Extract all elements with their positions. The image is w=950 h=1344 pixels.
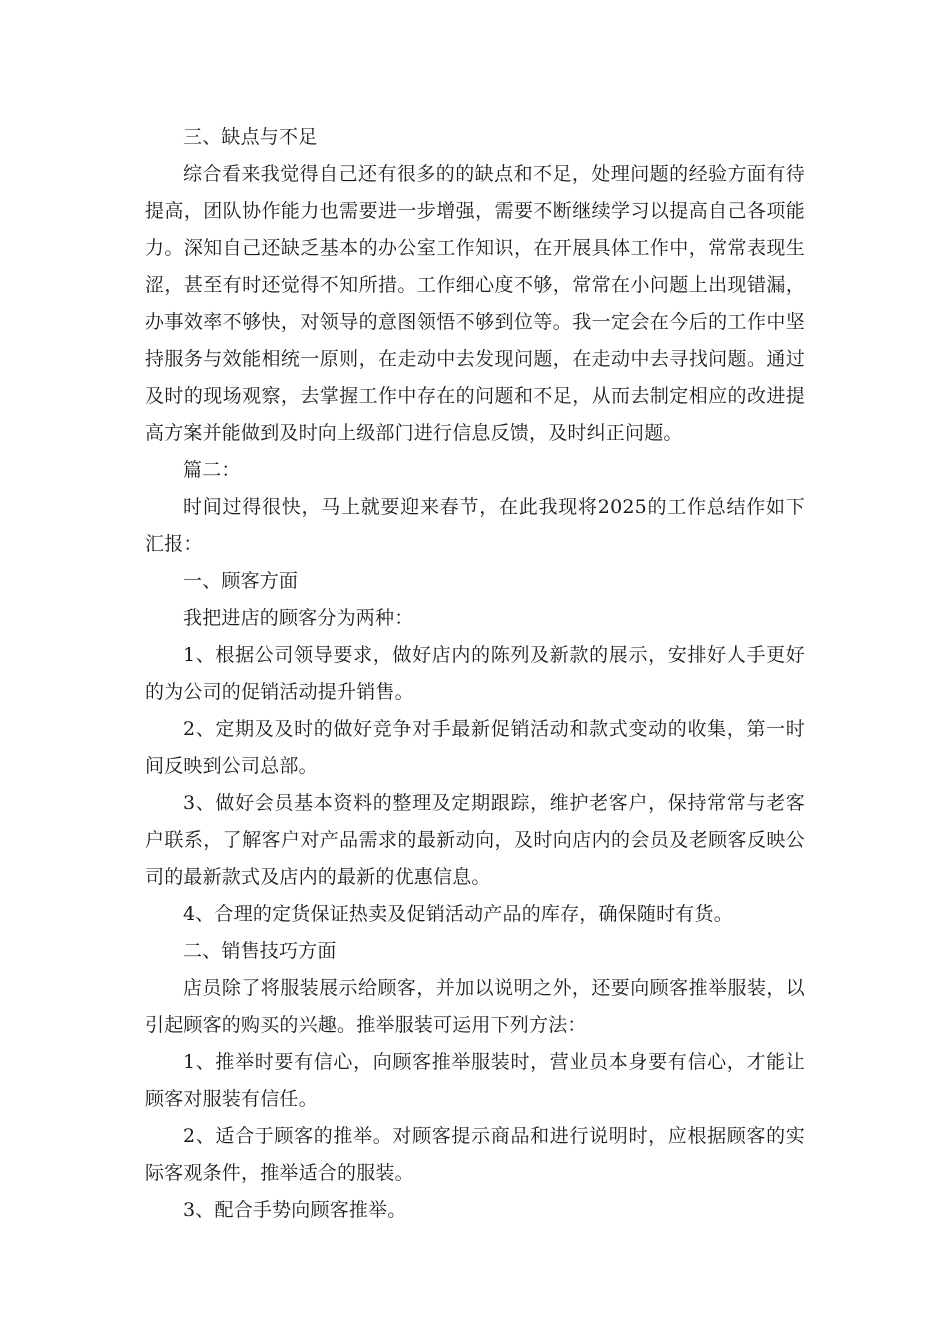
list-item-customers-4: 4、合理的定货保证热卖及促销活动产品的库存，确保随时有货。 [183, 903, 733, 925]
part-two-heading: 篇二： [183, 459, 241, 481]
list-item-customers-1: 1、根据公司领导要求，做好店内的陈列及新款的展示，安排好人手更好的为公司的促销活动提升销售。 [145, 644, 805, 703]
list-item-sales-3: 3、配合手势向顾客推举。 [183, 1199, 407, 1221]
section-heading-sales-skills: 二、销售技巧方面 [183, 940, 337, 962]
list-item-customers-3: 3、做好会员基本资料的整理及定期跟踪，维护老客户，保持常常与老客户联系，了解客户对产品需求的最新动向，及时向店内的会员及老顾客反映公司的最新款式及店内的最新的优惠信息。 [145, 792, 805, 888]
section-heading-shortcomings: 三、缺点与不足 [183, 126, 318, 148]
list-item-customers-2: 2、定期及及时的做好竞争对手最新促销活动和款式变动的收集，第一时间反映到公司总部。 [145, 718, 805, 777]
section-heading-customers: 一、顾客方面 [183, 570, 299, 592]
paragraph-sales-intro: 店员除了将服装展示给顾客，并加以说明之外，还要向顾客推举服装，以引起顾客的购买的兴趣。推举服装可运用下列方法： [145, 977, 805, 1036]
paragraph-intro: 时间过得很快，马上就要迎来春节，在此我现将2025的工作总结作如下汇报： [145, 496, 805, 555]
list-item-sales-2: 2、适合于顾客的推举。对顾客提示商品和进行说明时，应根据顾客的实际客观条件，推举适合的服装。 [145, 1125, 805, 1184]
paragraph-customer-types: 我把进店的顾客分为两种： [183, 607, 414, 629]
list-item-sales-1: 1、推举时要有信心，向顾客推举服装时，营业员本身要有信心，才能让顾客对服装有信任。 [145, 1051, 805, 1110]
paragraph-shortcomings-body: 综合看来我觉得自己还有很多的的缺点和不足，处理问题的经验方面有待提高，团队协作能力也需要进一步增强，需要不断继续学习以提高自己各项能力。深知自己还缺乏基本的办公室工作知识，在开展具体工作中，常常表现生涩，甚至有时还觉得不知所措。工作细心度不够，常常在小问题上出现错漏，办事效率不够快，对领导的意图领悟不够到位等。我一定会在今后的工作中坚持服务与效能相统一原则，在走动中去发现问题，在走动中去寻找问题。通过及时的现场观察，去掌握工作中存在的问题和不足，从而去制定相应的改进提高方案并能做到及时向上级部门进行信息反馈，及时纠正问题。 [145, 163, 805, 444]
document-body [145, 119, 805, 1229]
